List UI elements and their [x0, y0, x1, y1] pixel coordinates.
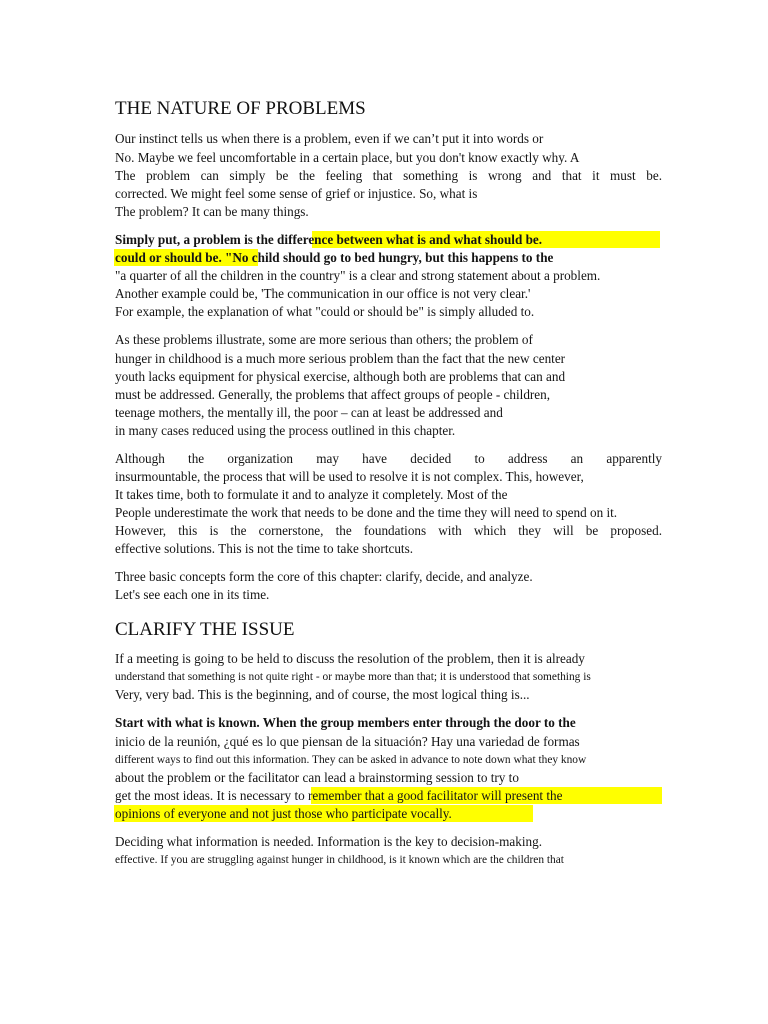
text-line: For example, the explanation of what "could or should be" is simply alluded to. — [115, 304, 535, 319]
text-line: However, this is the cornerstone, the foundations with which they will be proposed. — [115, 523, 662, 538]
text-line: As these problems illustrate, some are more serious than others; the problem of — [115, 332, 533, 347]
text-line-bold: could or should be. "No child should go to bed hungry, but this happens to the — [115, 250, 554, 265]
text-line-bold: Start with what is known. When the group members enter through the door to the — [115, 715, 576, 730]
text-line: If a meeting is going to be held to discuss the resolution of the problem, then it is already — [115, 651, 585, 666]
text-line: inicio de la reunión, ¿qué es lo que piensan de la situación? Hay una variedad de formas — [115, 734, 580, 749]
text-line: hunger in childhood is a much more serious problem than the fact that the new center — [115, 351, 566, 366]
text-line: different ways to find out this information. They can be asked in advance to note down what they know — [115, 754, 587, 766]
text-line: about the problem or the facilitator can lead a brainstorming session to try to — [115, 770, 519, 785]
text-line: Let's see each one in its time. — [115, 587, 270, 602]
text-line: get the most ideas. It is necessary to remember that a good facilitator will present the — [115, 788, 563, 803]
text-line: teenage mothers, the mentally ill, the poor – can at least be addressed and — [115, 405, 503, 420]
text-line: Deciding what information is needed. Information is the key to decision-making. — [115, 834, 543, 849]
text-line: must be addressed. Generally, the problems that affect groups of people - children, — [115, 387, 551, 402]
section-heading-nature: THE NATURE OF PROBLEMS — [115, 98, 366, 119]
text-line: understand that something is not quite right - or maybe more than that; it is understood that something is — [115, 671, 591, 683]
text-line: insurmountable, the process that will be used to resolve it is not complex. This, however, — [115, 469, 584, 484]
section-heading-clarify: CLARIFY THE ISSUE — [115, 619, 295, 640]
text-line: The problem can simply be the feeling that something is wrong and that it must be. — [115, 168, 662, 183]
text-line: effective. If you are struggling against hunger in childhood, is it known which are the children that — [115, 854, 564, 866]
text-line: youth lacks equipment for physical exercise, although both are problems that can and — [115, 369, 566, 384]
text-line: People underestimate the work that needs to be done and the time they will need to spend on it. — [115, 505, 618, 520]
text-line: No. Maybe we feel uncomfortable in a certain place, but you don't know exactly why. A — [115, 150, 580, 165]
text-line: Our instinct tells us when there is a problem, even if we can’t put it into words or — [115, 131, 544, 146]
text-line: Very, very bad. This is the beginning, and of course, the most logical thing is... — [115, 687, 530, 702]
text-line: Another example could be, 'The communication in our office is not very clear.' — [115, 286, 531, 301]
text-line: opinions of everyone and not just those who participate vocally. — [115, 806, 452, 821]
text-line-bold: Simply put, a problem is the difference between what is and what should be. — [115, 232, 543, 247]
text-line: "a quarter of all the children in the country" is a clear and strong statement about a problem. — [115, 268, 601, 283]
text-line: The problem? It can be many things. — [115, 204, 309, 219]
text-line: Three basic concepts form the core of this chapter: clarify, decide, and analyze. — [115, 569, 533, 584]
text-line: corrected. We might feel some sense of grief or injustice. So, what is — [115, 186, 478, 201]
text-line: effective solutions. This is not the time to take shortcuts. — [115, 541, 414, 556]
text-line: Although the organization may have decided to address an apparently — [115, 451, 662, 466]
text-line: in many cases reduced using the process outlined in this chapter. — [115, 423, 456, 438]
text-line: It takes time, both to formulate it and to analyze it completely. Most of the — [115, 487, 508, 502]
